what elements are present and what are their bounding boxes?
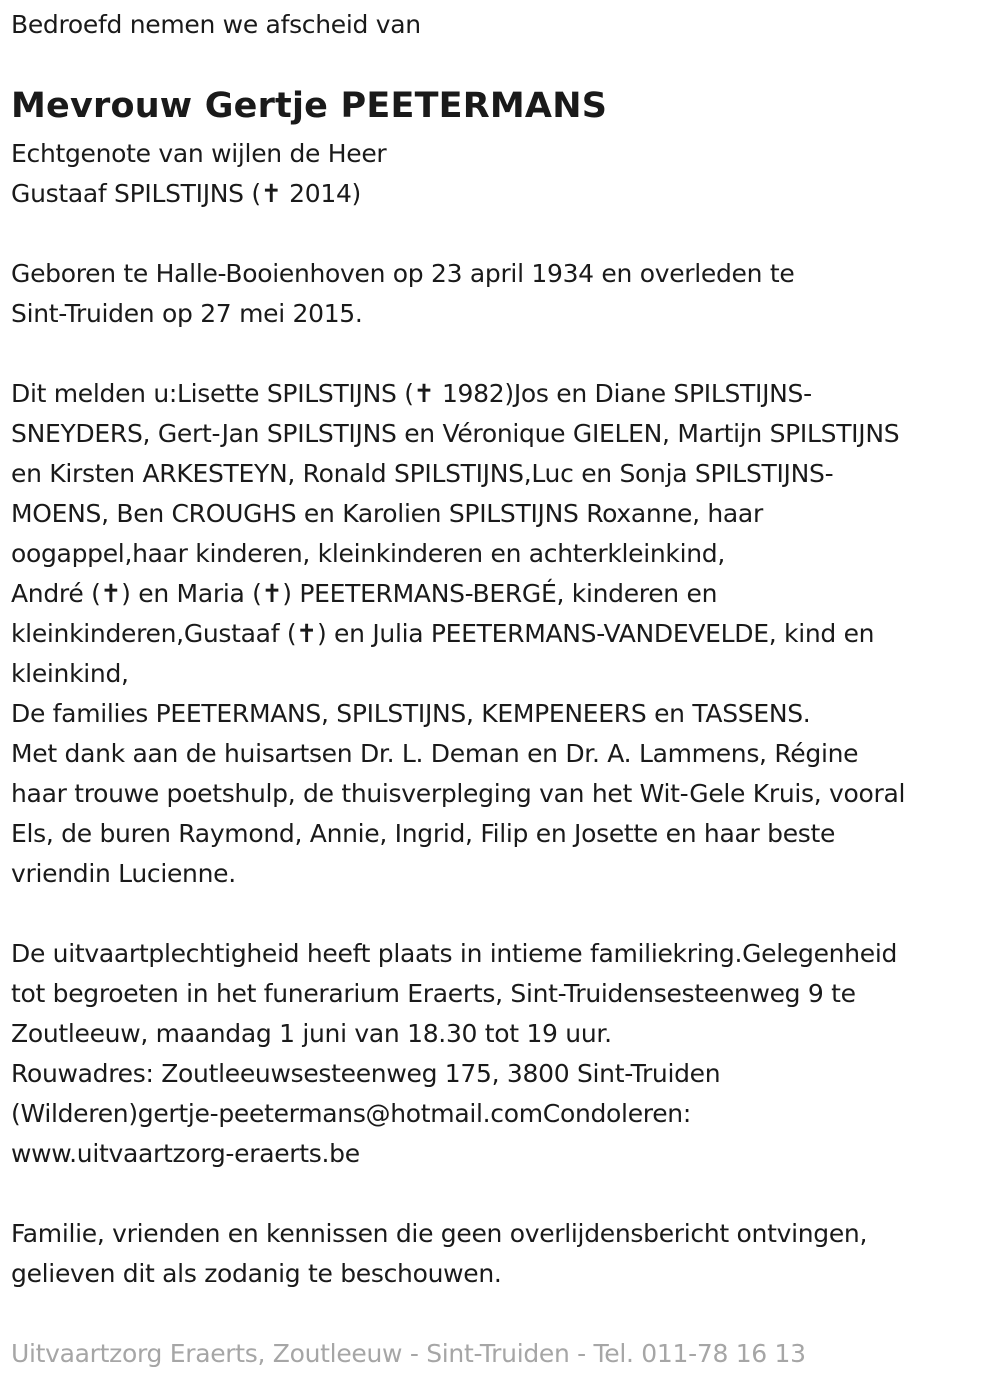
announcement-line: André (✝) en Maria (✝) PEETERMANS-BERGÉ, kinderen en [11,579,718,608]
spouse-line: Gustaaf SPILSTIJNS (✝ 2014) [11,179,362,208]
announcement-line: kleinkind, [11,659,129,688]
service-line: tot begroeten in het funerarium Eraerts, Sint-Truidensesteenweg 9 te [11,979,856,1008]
condolence-website: www.uitvaartzorg-eraerts.be [11,1139,360,1168]
announcement-line: Met dank aan de huisartsen Dr. L. Deman en Dr. A. Lammens, Régine [11,739,859,768]
announcement-line: SNEYDERS, Gert-Jan SPILSTIJNS en Véronique GIELEN, Martijn SPILSTIJNS [11,419,900,448]
announcement-section [11,374,905,894]
announcement-line: MOENS, Ben CROUGHS en Karolien SPILSTIJNS Roxanne, haar [11,499,763,528]
service-section [11,934,897,1174]
announcement-line: en Kirsten ARKESTEYN, Ronald SPILSTIJNS,Luc en Sonja SPILSTIJNS- [11,459,834,488]
intro-text: Bedroefd nemen we afscheid van [11,10,421,39]
service-line: De uitvaartplechtigheid heeft plaats in intieme familiekring.Gelegenheid [11,939,898,968]
announcement-line: kleinkinderen,Gustaaf (✝) en Julia PEETERMANS-VANDEVELDE, kind en [11,619,875,648]
announcement-line: Els, de buren Raymond, Annie, Ingrid, Filip en Josette en haar beste [11,819,836,848]
birth-death-line: Geboren te Halle-Booienhoven op 23 april 1934 en overleden te [11,259,795,288]
spouse-line: Echtgenote van wijlen de Heer [11,139,387,168]
birth-death-line: Sint-Truiden op 27 mei 2015. [11,299,363,328]
announcement-line: vriendin Lucienne. [11,859,236,888]
funeral-home-footer: Uitvaartzorg Eraerts, Zoutleeuw - Sint-Truiden - Tel. 011-78 16 13 [11,1339,806,1368]
closing-section [11,1214,867,1294]
deceased-name: Mevrouw Gertje PEETERMANS [11,86,608,126]
mourning-address-line: Rouwadres: Zoutleeuwsesteenweg 175, 3800 Sint-Truiden [11,1059,721,1088]
announcement-line: De families PEETERMANS, SPILSTIJNS, KEMPENEERS en TASSENS. [11,699,811,728]
announcement-line: oogappel,haar kinderen, kleinkinderen en achterkleinkind, [11,539,726,568]
announcement-line: Dit melden u:Lisette SPILSTIJNS (✝ 1982)Jos en Diane SPILSTIJNS- [11,379,812,408]
announcement-line: haar trouwe poetshulp, de thuisverpleging van het Wit-Gele Kruis, vooral [11,779,906,808]
service-line: Zoutleeuw, maandag 1 juni van 18.30 tot 19 uur. [11,1019,612,1048]
closing-line: gelieven dit als zodanig te beschouwen. [11,1259,502,1288]
spouse-section [11,134,386,214]
mourning-address-line: (Wilderen)gertje-peetermans@hotmail.comCondoleren: [11,1099,691,1128]
birth-death-section [11,254,794,334]
closing-line: Familie, vrienden en kennissen die geen overlijdensbericht ontvingen, [11,1219,868,1248]
